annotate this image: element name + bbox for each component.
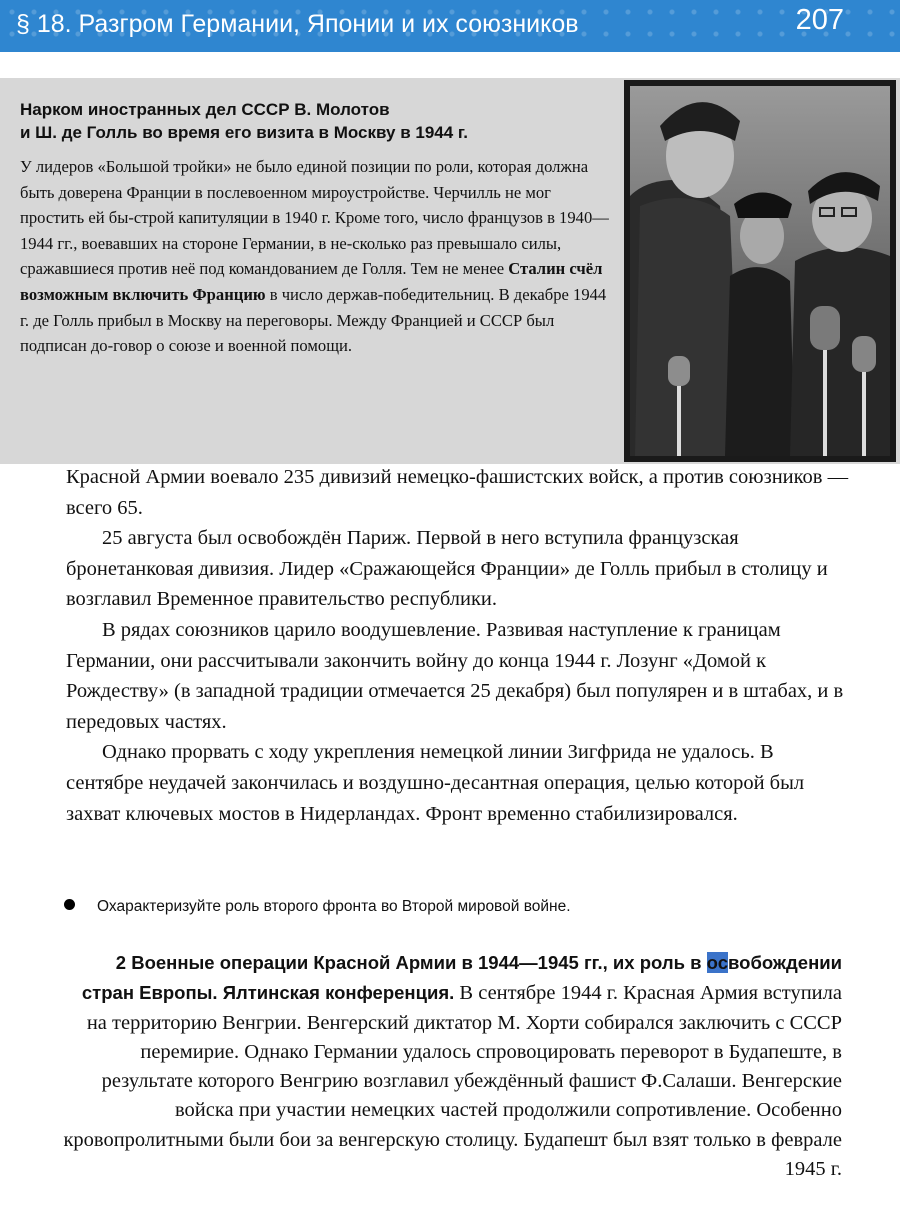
review-question (64, 898, 864, 916)
heading-part-2: вобождении стран Европы. Ялтинская конференция. (81, 952, 842, 1004)
sidebar-paragraph (20, 154, 612, 359)
main-text (66, 462, 856, 829)
photo-caption (20, 98, 610, 144)
paragraph-1: Красной Армии воевало 235 дивизий немецко-фашистских войск, а против союзников — всего 65. (66, 466, 849, 519)
sidebar-box (0, 78, 900, 464)
caption-line-1: Нарком иностранных дел СССР В. Молотов (20, 100, 390, 119)
paragraph-4: Однако прорвать с ходу укрепления немецкой линии Зигфрида не удалось. В сентябре неудачей закончилась и воздушно-десантная операция, целью которой был захват ключевых мостов в Нидерландах. Фронт временно стабилизировался. (66, 741, 805, 825)
page-number: 207 (795, 4, 844, 36)
photo-frame (624, 80, 896, 462)
sidebar-bold-phrase: Сталин счёл возможным включить Францию (20, 259, 603, 304)
bullet-icon (64, 899, 75, 910)
section-text: В сентябре 1944 г. Красная Армия вступила на территорию Венгрии. Венгерский диктатор М. Хорти собирался заключить с СССР перемирие. Однако Германии удалось спровоцировать переворот в Будапеште, в результате которого Венгрию возглавил убеждённый фашист Ф.Салаши. Венгерские войска при участии немецких частей продолжили сопротивление. Особенно кровопролитными были бои за венгерскую столицу. Будапешт был взят только в феврале 1945 г. (63, 982, 842, 1181)
caption-line-2: и Ш. де Голль во время его визита в Москву в 1944 г. (20, 123, 469, 142)
sidebar-text-end: в число держав-победительниц. В декабре 1944 г. де Голль прибыл в Москву на переговоры. Между Францией и СССР был подписан до-говор о союзе и военной помощи. (20, 284, 607, 356)
paragraph-3: В рядах союзников царило воодушевление. Развивая наступление к границам Германии, они рассчитывали закончить войну до конца 1944 г. Лозунг «Домой к Рождеству» (в западной традиции отмечается 25 декабря) был популярен и в штабах, и в передовых частях. (66, 618, 844, 733)
selected-text[interactable]: ос (706, 952, 729, 973)
historical-photo (630, 86, 890, 456)
question-text: Охарактеризуйте роль второго фронта во Второй мировой войне. (97, 898, 571, 915)
sidebar-text-start: У лидеров «Большой тройки» не было единой позиции по роли, которая должна быть доверена Франции в послевоенном мироустройстве. Черчилль не мог простить ей бы-строй капитуляции в 1940 г. Кроме того, число французов в 1940—1944 гг., воевавших на стороне Германии, в не-сколько раз превышало силы, сражавшиеся против неё под командованием де Голля. Тем не менее (20, 157, 609, 279)
paragraph-2: 25 августа был освобождён Париж. Первой в него вступила французская бронетанковая дивизия. Лидер «Сражающейся Франции» де Голль прибыл в столицу и возглавил Временное правительство республики. (66, 527, 828, 611)
heading-part-1: 2 Военные операции Красной Армии в 1944—1945 гг., их роль в (115, 952, 707, 973)
chapter-title: § 18. Разгром Германии, Японии и их союзников (16, 10, 579, 38)
page-header (0, 0, 900, 52)
section-2 (60, 948, 842, 1184)
